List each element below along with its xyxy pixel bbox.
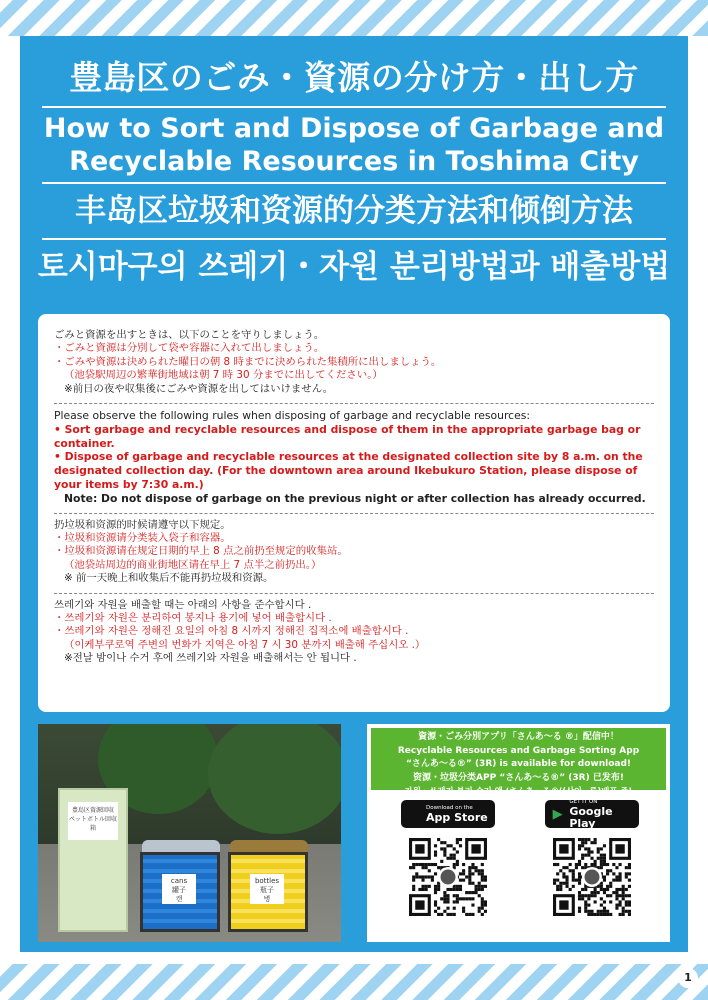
rules-zh-item2: ・垃圾和资源请在规定日期的早上 8 点之前扔至规定的收集站。 <box>54 545 348 558</box>
app-store-badge[interactable] <box>401 800 495 828</box>
cans-label: cans 罐子 캔 <box>162 874 196 904</box>
rules-zh-note: ※ 前一天晚上和收集后不能再扔垃圾和资源。 <box>64 572 274 585</box>
bottom-stripe-border <box>0 964 708 1000</box>
app-line-zh: 资源・垃圾分类APP “さんあ〜る®” (3R) 已发布! <box>413 772 624 783</box>
rules-ja-note: ※前日の夜や収集後にごみや資源を出してはいけません。 <box>64 382 334 395</box>
app-banner <box>371 728 666 796</box>
page-number: 1 <box>678 968 698 988</box>
rules-english <box>54 406 654 511</box>
rules-japanese <box>54 326 654 401</box>
rules-ko-item2b: （이케부쿠로역 주변의 번화가 지역은 아침 7 시 30 분까지 배출해 주십시오 .） <box>64 638 426 651</box>
rules-ko-item2: ・쓰레기와 자원은 정해진 요일의 아침 8 시까지 정해진 집적소에 배출합시다 . <box>54 625 409 638</box>
title-divider <box>42 106 666 108</box>
section-divider <box>54 593 654 594</box>
rules-zh-item2b: （池袋站周边的商业街地区请在早上 7 点半之前扔出。） <box>64 558 322 571</box>
app-line-ja: 資源・ごみ分別アプリ「さんあ〜る ®」配信中！ <box>418 732 619 742</box>
rules-ja-item1: ・ごみと資源は分別して袋や容器に入れて出しましょう。 <box>54 342 325 355</box>
rules-zh-intro: 扔垃圾和资源的时候请遵守以下规定。 <box>54 518 231 531</box>
rules-en-item2: • Dispose of garbage and recyclable resources at the designated collection site by 8 a.m. on the designated collection day. (For the downtown area around Ikebukuro Station, please dispose of your items by 7:30 a.m.) <box>54 450 643 492</box>
title-divider <box>42 182 666 184</box>
rules-en-intro: Please observe the following rules when disposing of garbage and recyclable resources: <box>54 409 530 423</box>
app-store-text: Download on the App Store <box>426 804 488 824</box>
qr-code-icon <box>553 838 631 916</box>
rules-ko-intro: 쓰레기와 자원을 배출할 때는 아래의 사항을 준수합시다 . <box>54 598 312 611</box>
rules-ja-intro: ごみと資源を出すときは、以下のことを守りしましょう。 <box>54 329 325 341</box>
rules-ja-item2b: （池袋駅周辺の繁華街地域は朝 7 時 30 分までに出してください。） <box>64 369 383 382</box>
google-play-text: GET IT ON Google Play <box>569 798 613 830</box>
rules-ko-item1: ・쓰레기와 자원은 분리하여 봉지나 용기에 넣어 배출합시다 . <box>54 612 332 625</box>
top-stripe-border <box>0 0 708 36</box>
play-icon: ▶ <box>552 806 563 822</box>
title-chinese: 丰岛区垃圾和资源的分类方法和倾倒方法 <box>75 193 633 229</box>
main-frame <box>20 36 688 952</box>
google-play-badge[interactable] <box>545 800 639 828</box>
app-promo-panel <box>367 724 670 942</box>
section-divider <box>54 403 654 404</box>
app-line-en1: Recyclable Resources and Garbage Sorting App <box>397 745 640 756</box>
qr-code-icon <box>409 838 487 916</box>
title-japanese: 豊島区のごみ・資源の分け方・出し方 <box>69 58 639 97</box>
rules-zh-item1: ・垃圾和资源请分类装入袋子和容器。 <box>54 532 231 545</box>
tree-foliage <box>208 724 341 834</box>
rules-korean <box>54 596 654 671</box>
rules-en-note: Note: Do not dispose of garbage on the previous night or after collection has already occurred. <box>64 491 646 505</box>
rules-en-item1: • Sort garbage and recyclable resources and dispose of them in the appropriate garbage bag or container. <box>54 422 641 450</box>
title-korean: 토시마구의 쓰레기・자원 분리방법과 배출방법 <box>37 249 671 285</box>
title-english-line1: How to Sort and Dispose of Garbage and <box>43 113 665 144</box>
title-english-line2: Recyclable Resources in Toshima City <box>69 146 639 177</box>
rules-panel <box>38 314 670 712</box>
rules-ko-note: ※전날 밤이나 수거 후에 쓰레기와 자원을 배출해서는 안 됩니다 . <box>64 652 357 665</box>
title-block <box>20 54 688 290</box>
app-store-qr-code[interactable] <box>409 838 487 916</box>
title-divider <box>42 238 666 240</box>
google-play-qr-code[interactable] <box>553 838 631 916</box>
bottles-label: bottles 瓶子 병 <box>250 874 284 904</box>
section-divider <box>54 513 654 514</box>
rules-chinese <box>54 516 654 591</box>
bag-sign: 豊島区資源回収 ペットボトル回収箱 <box>68 802 118 840</box>
app-line-en2: “さんあ〜る®” (3R) is available for download! <box>405 759 632 769</box>
collection-site-photo <box>38 724 341 942</box>
rules-ja-item2: ・ごみや資源は決められた曜日の朝 8 時までに決められた集積所に出しましょう。 <box>54 355 442 368</box>
app-line-ko: 자원・쓰레기 분리 수거 앱 ‘さんあ〜る®’(산아~루)배포 중! <box>404 786 633 796</box>
